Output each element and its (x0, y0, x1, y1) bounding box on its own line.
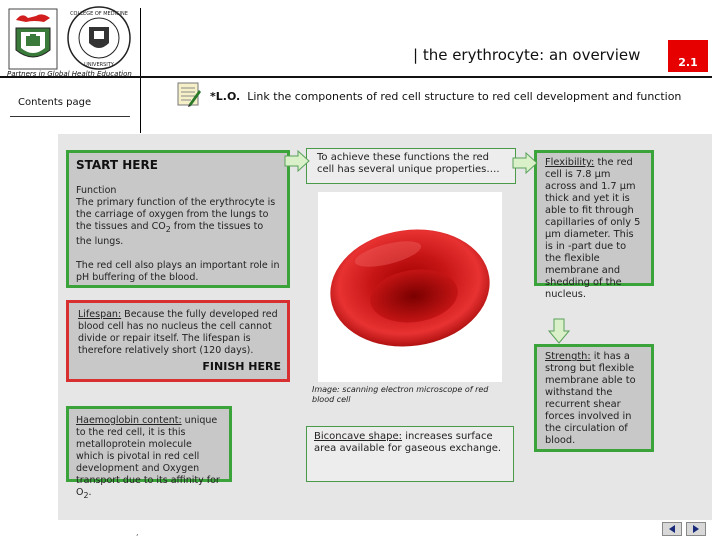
buffering-paragraph: The red cell also plays an important role in pH buffering of the blood. (76, 259, 280, 283)
flexibility-label: Flexibility: (545, 157, 595, 168)
start-here-heading: START HERE (76, 158, 158, 172)
footer-mark: , (136, 528, 139, 537)
slide-number-badge: 2.1 (668, 40, 708, 72)
svg-text:UNIVERSITY: UNIVERSITY (84, 62, 114, 68)
function-paragraph: The primary function of the erythrocyte is the carriage of oxygen from the lungs to the tissues and $CO_2$ from the tissues to the lungs. (76, 197, 276, 247)
strength-label: Strength: (545, 351, 591, 362)
haemoglobin-label: Haemoglobin content: (76, 415, 182, 426)
partners-caption: Partners in Global Health Education (7, 70, 132, 78)
arrow-down-icon (548, 318, 570, 348)
lifespan-box[interactable] (66, 300, 290, 382)
svg-text:COLLEGE OF MEDICINE: COLLEGE OF MEDICINE (70, 11, 128, 17)
header-divider (140, 8, 141, 133)
biconcave-label: Biconcave shape: (314, 431, 403, 442)
flexibility-box[interactable] (534, 150, 654, 300)
arrow-right-icon (284, 150, 310, 176)
notepad-icon (175, 80, 203, 108)
haemoglobin-text: unique to the red cell, it is this metalloprotein molecule which is pivotal in red cell development and Oxygen transport due to its affinity for $O_2$. (76, 415, 220, 500)
strength-text: it has a strong but flexible membrane able to withstand the recurrent shear forces involved in the circulation of blood. (545, 351, 636, 446)
flexibility-text: the red cell is 7.8 μm across and 1.7 μm thick and yet it is able to fit through capillaries of only 5 μm diameter. This is in -part due to the flexible membrane and shedding of the nucleus. (545, 157, 641, 300)
properties-intro-box: To achieve these functions the red cell has several unique properties…. (306, 148, 516, 184)
objective-text: Link the components of red cell structure to red cell development and function (247, 90, 682, 103)
red-blood-cell-image (318, 192, 502, 382)
nav-next-icon (691, 524, 701, 534)
start-here-box[interactable] (66, 150, 290, 288)
college-crest-icon (60, 5, 138, 71)
lifespan-label: Lifespan: (78, 309, 122, 320)
arrow-right-icon (512, 152, 538, 178)
nav-prev-icon (667, 524, 677, 534)
objective-prefix: *L.O. (210, 90, 241, 103)
nav-prev-button[interactable] (662, 522, 682, 536)
finish-here-label: FINISH HERE (202, 360, 281, 373)
page-title: | the erythrocyte: an overview (413, 46, 641, 64)
contents-underline (10, 116, 130, 117)
haemoglobin-box[interactable] (66, 406, 232, 500)
biconcave-box[interactable] (306, 426, 514, 482)
image-caption: Image: scanning electron microscope of red blood cell (312, 385, 489, 404)
nav-next-button[interactable] (686, 522, 706, 536)
welsh-crest-icon (8, 8, 58, 70)
strength-box[interactable] (534, 344, 654, 452)
lifespan-text: Because the fully developed red blood cell has no nucleus the cell cannot divide or repair itself. The lifespan is therefore relatively short (120 days). (78, 309, 278, 356)
learning-objective (210, 90, 681, 103)
function-subheading: Function (76, 185, 117, 196)
contents-page-link[interactable]: Contents page (18, 97, 92, 108)
biconcave-text: increases surface area available for gaseous exchange. (314, 431, 502, 454)
